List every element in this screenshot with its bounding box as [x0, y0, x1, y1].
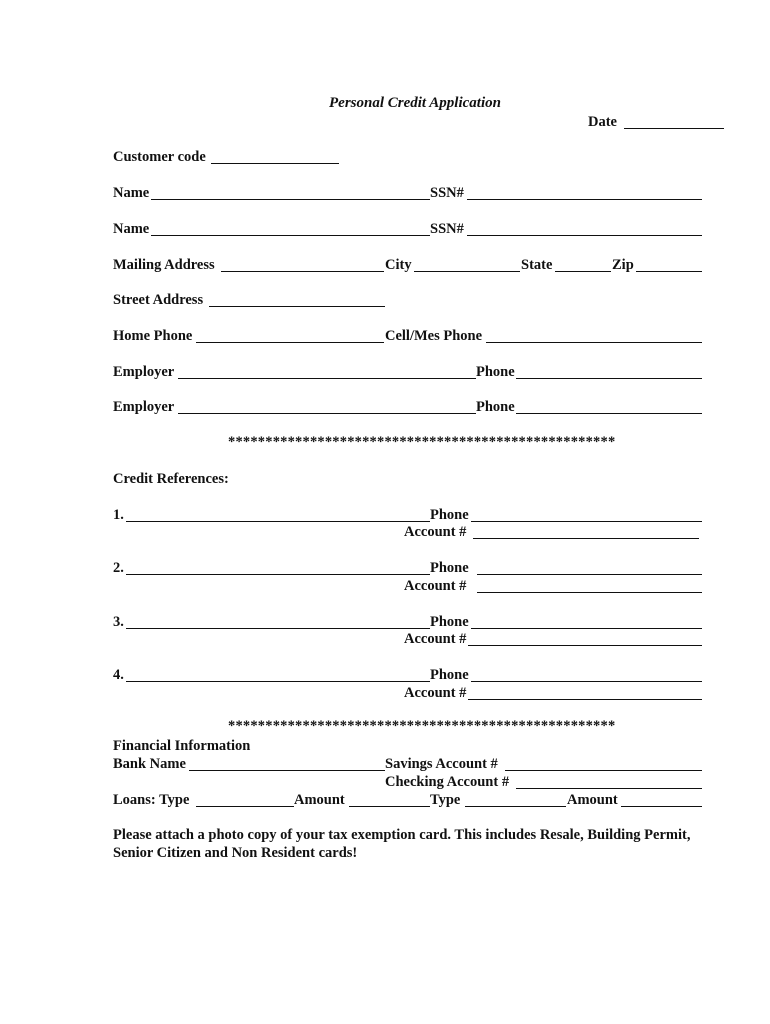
ref-phone-field-3[interactable] — [471, 628, 702, 629]
ref-account-field-2[interactable] — [477, 592, 702, 593]
zip-field[interactable] — [636, 271, 702, 272]
date-label: Date — [588, 114, 617, 130]
ref-name-field-1[interactable] — [126, 521, 430, 522]
home-phone-field[interactable] — [196, 342, 384, 343]
ref-name-field-2[interactable] — [126, 574, 430, 575]
ref-name-field-3[interactable] — [126, 628, 430, 629]
employer-field-1[interactable] — [178, 378, 476, 379]
cell-phone-field[interactable] — [486, 342, 702, 343]
employer-label-2: Employer — [113, 399, 175, 415]
separator-1: **************************************************** — [228, 434, 616, 450]
ref-account-field-4[interactable] — [468, 699, 702, 700]
savings-account-field[interactable] — [505, 770, 702, 771]
savings-account-label: Savings Account # — [385, 756, 498, 772]
customer-code-field[interactable] — [211, 163, 339, 164]
loan-amount-field-2[interactable] — [621, 806, 702, 807]
home-phone-label: Home Phone — [113, 328, 193, 344]
ref-phone-label-4: Phone — [430, 667, 469, 683]
employer-label-1: Employer — [113, 364, 175, 380]
tax-exemption-notice: Please attach a photo copy of your tax exemption card. This includes Resale, Building Permit, Senior Citizen and Non Resident cards! — [113, 827, 691, 861]
date-field[interactable] — [624, 128, 724, 129]
ref-account-label-1: Account # — [404, 524, 467, 540]
name-label-1: Name — [113, 185, 150, 201]
ref-number-2: 2. — [113, 560, 124, 576]
loan-amount-label-2: Amount — [567, 792, 618, 808]
employer-phone-label-1: Phone — [476, 364, 515, 380]
employer-phone-field-1[interactable] — [516, 378, 702, 379]
zip-label: Zip — [612, 257, 634, 273]
loan-amount-field-1[interactable] — [349, 806, 430, 807]
ssn-field-1[interactable] — [467, 199, 702, 200]
ref-account-label-3: Account # — [404, 631, 467, 647]
ref-account-label-2: Account # — [404, 578, 467, 594]
mailing-address-field[interactable] — [221, 271, 384, 272]
ref-account-label-4: Account # — [404, 685, 467, 701]
ref-number-4: 4. — [113, 667, 124, 683]
ref-phone-field-1[interactable] — [471, 521, 702, 522]
checking-account-label: Checking Account # — [385, 774, 510, 790]
ref-account-field-1[interactable] — [473, 538, 699, 539]
ref-phone-label-1: Phone — [430, 507, 469, 523]
ssn-label-1: SSN# — [430, 185, 464, 201]
loan-type-field-2[interactable] — [465, 806, 566, 807]
cell-phone-label: Cell/Mes Phone — [385, 328, 483, 344]
street-address-label: Street Address — [113, 292, 204, 308]
customer-code-label: Customer code — [113, 149, 206, 165]
separator-2: **************************************************** — [228, 718, 616, 734]
page-title: Personal Credit Application — [329, 95, 501, 111]
loan-amount-label-1: Amount — [294, 792, 345, 808]
ref-name-field-4[interactable] — [126, 681, 430, 682]
ssn-field-2[interactable] — [467, 235, 702, 236]
ref-account-field-3[interactable] — [468, 645, 702, 646]
city-field[interactable] — [414, 271, 520, 272]
bank-name-field[interactable] — [189, 770, 385, 771]
mailing-address-label: Mailing Address — [113, 257, 215, 273]
employer-phone-field-2[interactable] — [516, 413, 702, 414]
ref-phone-label-3: Phone — [430, 614, 469, 630]
ref-phone-field-2[interactable] — [477, 574, 702, 575]
state-label: State — [521, 257, 553, 273]
city-label: City — [385, 257, 412, 273]
loans-type-label: Loans: Type — [113, 792, 190, 808]
name-label-2: Name — [113, 221, 150, 237]
ref-phone-label-2: Phone — [430, 560, 469, 576]
name-field-2[interactable] — [151, 235, 430, 236]
ref-number-3: 3. — [113, 614, 124, 630]
ref-phone-field-4[interactable] — [471, 681, 702, 682]
state-field[interactable] — [555, 271, 611, 272]
employer-phone-label-2: Phone — [476, 399, 515, 415]
loan-type-label-2: Type — [430, 792, 461, 808]
ref-number-1: 1. — [113, 507, 124, 523]
name-field-1[interactable] — [151, 199, 430, 200]
bank-name-label: Bank Name — [113, 756, 186, 772]
loan-type-field-1[interactable] — [196, 806, 294, 807]
ssn-label-2: SSN# — [430, 221, 464, 237]
credit-references-heading: Credit References: — [113, 471, 229, 487]
financial-info-heading: Financial Information — [113, 738, 251, 754]
checking-account-field[interactable] — [516, 788, 702, 789]
street-address-field[interactable] — [209, 306, 385, 307]
employer-field-2[interactable] — [178, 413, 476, 414]
